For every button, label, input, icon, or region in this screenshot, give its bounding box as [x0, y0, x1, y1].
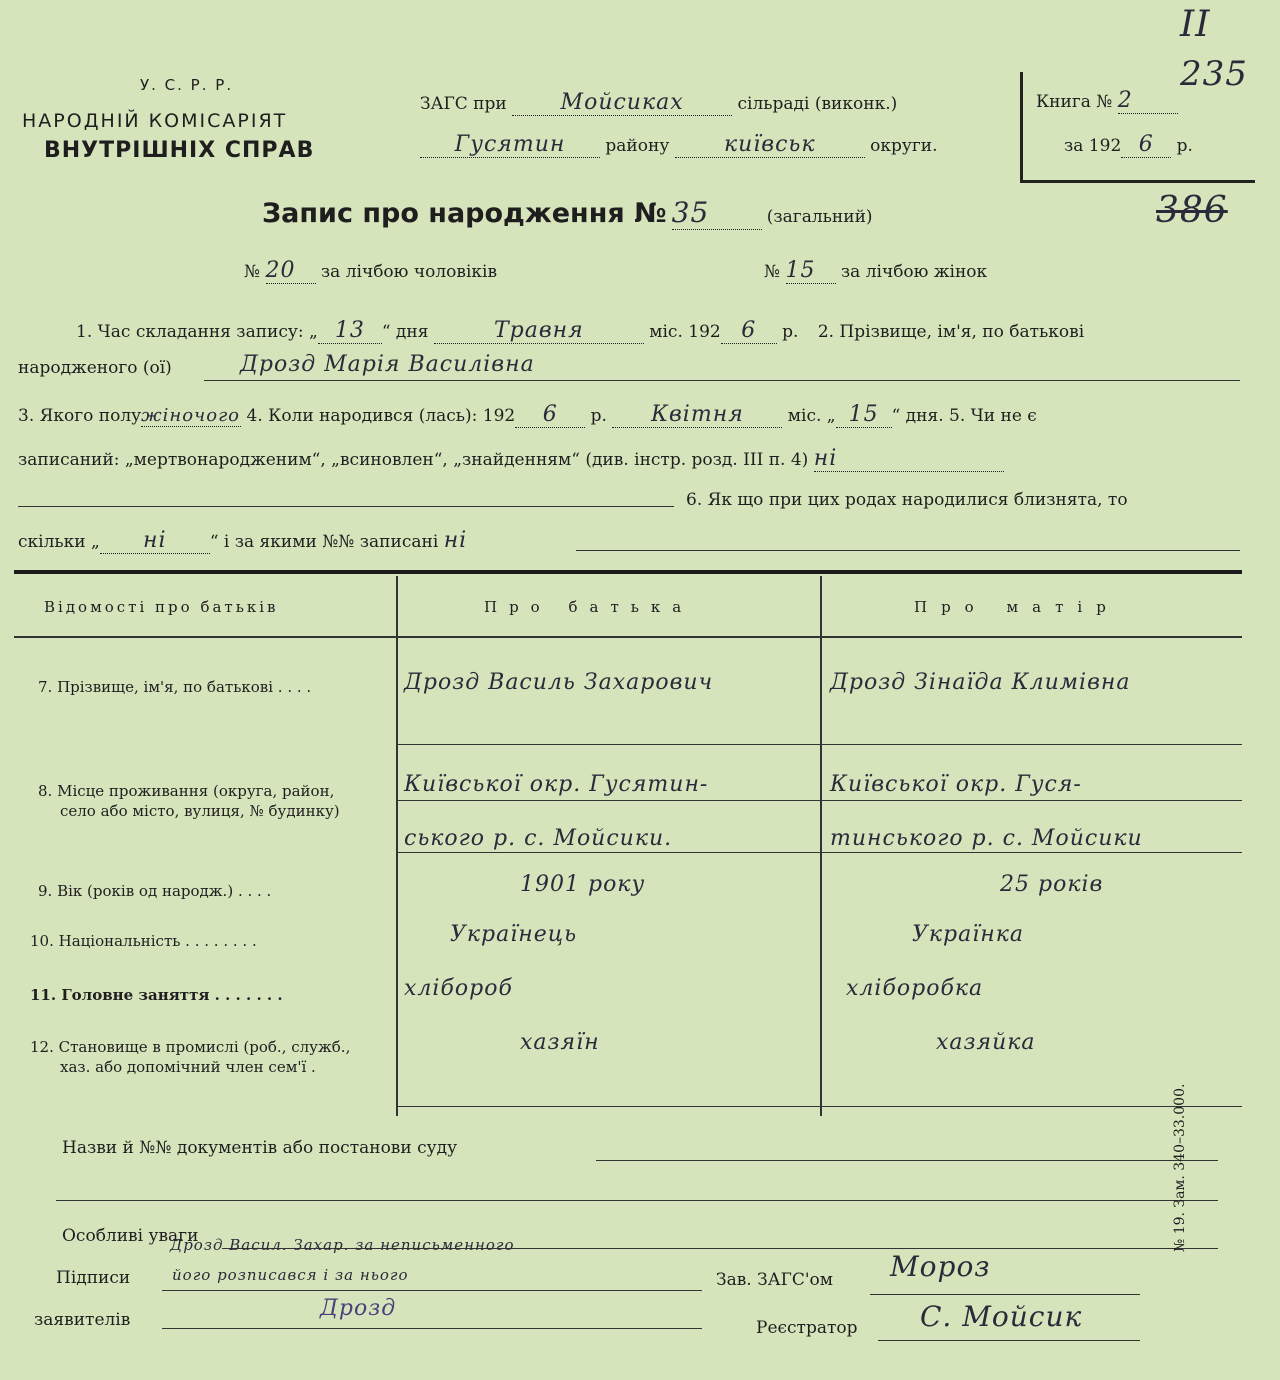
row-8-label-2: село або місто, вулиця, № будинку) — [60, 802, 340, 820]
f2-underline — [204, 380, 1240, 381]
field-3-line — [18, 402, 1037, 428]
f5-label: 5. Чи не є — [949, 406, 1037, 426]
row-8-label: 8. Місце проживання (округа, район, — [38, 782, 335, 800]
row-8-father-2: ського р. с. Мойсики. — [404, 826, 673, 851]
field-6-line-2 — [18, 528, 467, 554]
remarks-label: Особливі уваги — [62, 1226, 199, 1246]
docs-line-1 — [596, 1160, 1218, 1161]
f6-underline — [576, 550, 1240, 551]
male-count-label: за лічбою чоловіків — [320, 262, 498, 282]
district-label: району — [605, 136, 670, 156]
header-info: Відомості про батьків — [44, 598, 279, 616]
applicant-line-2 — [162, 1328, 702, 1329]
table-header-rule — [14, 636, 1242, 638]
header-father: Про батька — [484, 598, 694, 616]
male-count-line — [244, 258, 497, 284]
record-general: (загальний) — [766, 207, 873, 227]
field-6-line — [686, 490, 1128, 510]
applicant-sign-1: Дрозд Васил. Захар. за неписьменного — [170, 1236, 515, 1254]
record-title-line — [262, 196, 873, 230]
book-label: Книга № — [1036, 92, 1113, 112]
docs-label: Назви й №№ документів або постанови суду — [62, 1138, 458, 1158]
record-number: 35 — [672, 196, 762, 230]
applicant-line-1 — [162, 1290, 702, 1291]
row-7-rule — [398, 744, 1242, 745]
row-8-father: Київської окр. Гусятин- — [404, 772, 709, 797]
row-11-mother: хліборобка — [846, 976, 984, 1001]
head-signature: Мороз — [890, 1250, 991, 1283]
f4-label: 4. Коли народився (лась): 192 — [246, 406, 516, 426]
row-9-mother: 25 років — [1000, 872, 1104, 897]
book-year-line — [1064, 132, 1193, 158]
corner-mark: II — [1180, 4, 1211, 45]
commissariat-line1: НАРОДНІЙ КОМІСАРІЯТ — [22, 110, 288, 132]
table-divider-1 — [396, 576, 398, 1116]
female-count-number: 15 — [786, 258, 836, 284]
row-7-father: Дрозд Василь Захарович — [404, 670, 714, 695]
row-11-label: 11. Головне заняття . . . . . . . — [30, 986, 283, 1004]
registrar-line — [878, 1340, 1140, 1341]
book-year: 6 — [1121, 132, 1171, 158]
commissariat-line2: ВНУТРІШНІХ СПРАВ — [44, 138, 315, 163]
f1-year-suffix: р. — [782, 322, 799, 342]
row-8-mother: Київської окр. Гуся- — [830, 772, 1082, 797]
header-mother: Про матір — [914, 598, 1120, 616]
f6-count: ні — [100, 528, 210, 554]
row-12-father: хазяїн — [520, 1030, 600, 1055]
f4-year: 6 — [515, 402, 585, 428]
female-count-prefix: № — [764, 262, 781, 282]
applicant-sign-2: його розписався і за нього — [172, 1266, 409, 1284]
row-10-father: Українець — [450, 922, 578, 947]
zags-village: Мойсиках — [512, 90, 732, 116]
f5-answer: ні — [814, 446, 1004, 472]
f6-label-cont1: скільки „ — [18, 532, 100, 552]
row-7-mother: Дрозд Зінаїда Климівна — [830, 670, 1131, 695]
f1-day-label: “ дня — [381, 322, 429, 342]
row-7-label: 7. Прізвище, ім'я, по батькові . . . . — [38, 678, 312, 696]
row-10-mother: Українка — [912, 922, 1025, 947]
registrar-label: Реєстратор — [756, 1318, 858, 1338]
book-number-line — [1036, 88, 1178, 114]
row-8-rule-1 — [398, 800, 1242, 801]
zags-line — [420, 90, 897, 116]
head-line — [870, 1294, 1140, 1295]
f2-label: 2. Прізвище, ім'я, по батькові — [817, 322, 1085, 342]
signatures-label: Підписи — [56, 1268, 131, 1288]
printer-note: № 19. Зам. 340–33.000. — [1172, 1083, 1188, 1252]
field-2-line — [18, 358, 172, 378]
row-12-rule — [398, 1106, 1242, 1107]
docs-line-2 — [56, 1200, 1218, 1201]
female-count-line — [764, 258, 987, 284]
book-year-suffix: р. — [1176, 136, 1193, 156]
row-12-label: 12. Становище в промислі (роб., служб., — [30, 1038, 351, 1056]
record-title: Запис про народження № — [262, 198, 667, 229]
book-year-label: за 192 — [1064, 136, 1122, 156]
f4-day-suffix: “ дня. — [891, 406, 944, 426]
female-count-label: за лічбою жінок — [840, 262, 988, 282]
f3-sex: жіночого — [141, 405, 241, 426]
okrug-name: київськ — [675, 132, 865, 158]
row-9-father: 1901 року — [520, 872, 646, 897]
male-count-prefix: № — [244, 262, 261, 282]
f4-day: 15 — [836, 402, 892, 428]
row-9-label: 9. Вік (років од народж.) . . . . — [38, 882, 272, 900]
f4-month-label: р. — [590, 406, 607, 426]
crossed-number: 386 — [1156, 190, 1228, 231]
row-12-label-2: хаз. або допомічний член сем'ї . — [60, 1058, 316, 1076]
row-10-label: 10. Національність . . . . . . . . — [30, 932, 257, 950]
f1-year: 6 — [721, 318, 777, 344]
table-divider-2 — [820, 576, 822, 1116]
f1-label: 1. Час складання запису: „ — [76, 322, 318, 342]
f5-label-cont: записаний: „мертвонародженим“, „всиновлен“, „знайденням“ (див. інстр. розд. III п. 4) — [18, 450, 809, 470]
f2-label-cont: народженого (ої) — [18, 358, 172, 378]
okrug-label: округи. — [870, 136, 938, 156]
f6-numbers: ні — [443, 528, 468, 553]
f1-day: 13 — [318, 318, 382, 344]
corner-number: 235 — [1180, 54, 1248, 94]
head-label: Зав. ЗАГС'ом — [716, 1270, 833, 1290]
f4-month: Квітня — [612, 402, 782, 428]
table-top-rule — [14, 570, 1242, 574]
f5-continuation-line — [18, 506, 674, 507]
zags-suffix: сільраді (виконк.) — [737, 94, 898, 114]
f4-day-label: міс. „ — [787, 406, 836, 426]
row-8-rule-2 — [398, 852, 1242, 853]
row-8-mother-2: тинського р. с. Мойсики — [830, 826, 1143, 851]
registrar-signature: С. Мойсик — [920, 1300, 1083, 1333]
f1-month: Травня — [434, 318, 644, 344]
book-number: 2 — [1118, 88, 1178, 114]
f6-label-cont2: “ і за якими №№ записані — [209, 532, 439, 552]
field-5-line — [18, 446, 1004, 472]
zags-prefix: ЗАГС при — [420, 94, 507, 114]
male-count-number: 20 — [266, 258, 316, 284]
applicants-label: заявителів — [34, 1310, 131, 1330]
f3-label: 3. Якого полу — [18, 406, 142, 426]
f1-year-label: міс. 192 — [649, 322, 721, 342]
field-1-line — [76, 318, 1084, 344]
row-12-mother: хазяйка — [936, 1030, 1036, 1055]
ussr-label: У. С. Р. Р. — [140, 76, 234, 94]
district-name: Гусятин — [420, 132, 600, 158]
row-11-father: хлібороб — [404, 976, 513, 1001]
district-line — [420, 132, 938, 158]
f2-name: Дрозд Марія Василівна — [240, 352, 535, 377]
applicant-sign-3: Дрозд — [320, 1296, 397, 1321]
f6-label: 6. Як що при цих родах народилися близнята, то — [686, 490, 1128, 510]
